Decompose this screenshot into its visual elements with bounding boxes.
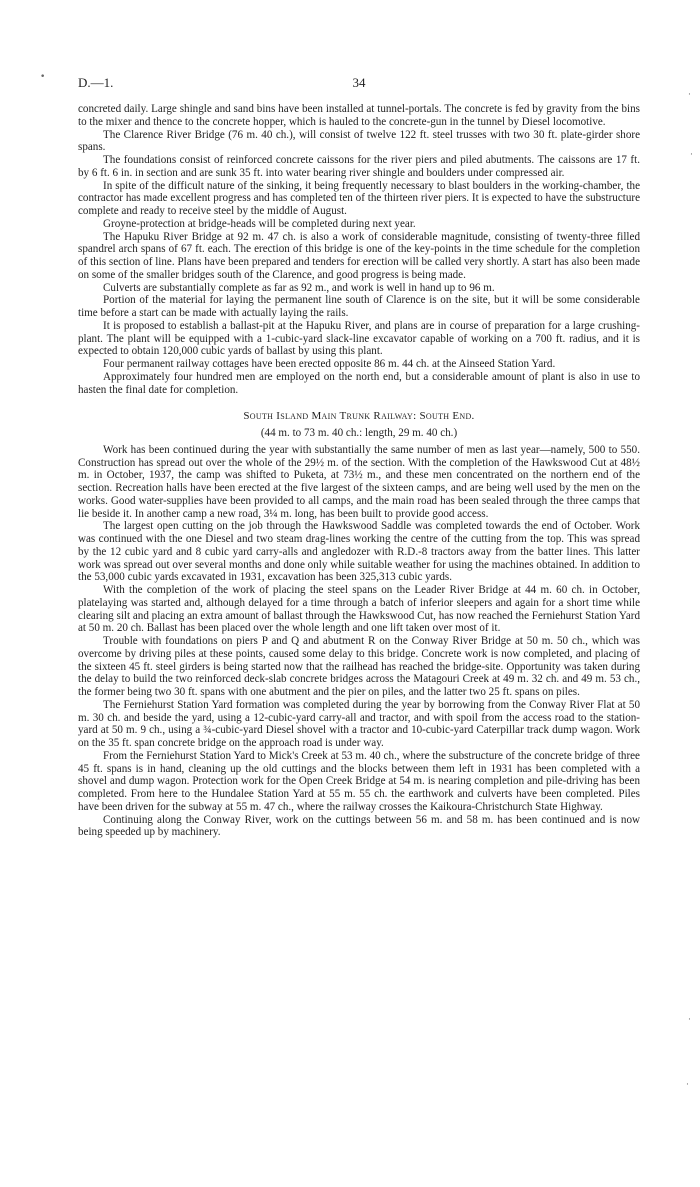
scan-speck: · <box>690 150 693 160</box>
paragraph: From the Ferniehurst Station Yard to Mick's Creek at 53 m. 40 ch., where the substructure of the concrete bridge of three 45 ft. spans is in hand, cleaning up the old cuttings and the blocks between them left in 1931 has been completed with a shovel and dump wagon. Protection work for the Open Creek Bridge at 54 m. is nearing completion and pile-driving has been completed. From here to the Hundalee Station Yard at 55 m. 55 ch. the earthwork and culverts have been completed. Piles have been driven for the subway at 55 m. 47 ch., where the railway crosses the Kaikoura-Christchurch State Highway. <box>78 749 640 813</box>
page-number: 34 <box>352 75 366 90</box>
scan-speck: · <box>688 90 691 100</box>
paragraph: It is proposed to establish a ballast-pit at the Hapuku River, and plans are in course of preparation for a large crushing-plant. The plant will be equipped with a 1-cubic-yard slack-line excavator capable of working on a 700 ft. radius, and it is expected to obtain 120,000 cubic yards of ballast by using this plant. <box>78 319 640 358</box>
page-header <box>78 75 640 97</box>
paragraph: The Hapuku River Bridge at 92 m. 47 ch. is also a work of considerable magnitude, consisting of twenty-three filled spandrel arch spans of 67 ft. each. The erection of this bridge is one of the key-points in the time schedule for the completion of this section of line. Plans have been prepared and tenders for erection will be called very shortly. A start has also been made on some of the smaller bridges south of the Clarence, and good progress is being made. <box>78 230 640 281</box>
paragraph: Groyne-protection at bridge-heads will be completed during next year. <box>103 217 416 230</box>
document-reference: D.—1. <box>78 75 114 90</box>
scan-speck: • <box>40 72 46 82</box>
paragraph: Culverts are substantially complete as far as 92 m., and work is well in hand up to 96 m. <box>103 281 495 294</box>
scan-speck: · <box>686 1080 689 1090</box>
section-heading: South Island Main Trunk Railway: South End. <box>243 410 475 423</box>
paragraph: Continuing along the Conway River, work on the cuttings between 56 m. and 58 m. has been continued and is now being speeded up by machinery. <box>78 813 640 839</box>
scan-speck: · <box>688 1015 691 1025</box>
section-subheading: (44 m. to 73 m. 40 ch.: length, 29 m. 40 ch.) <box>260 427 458 439</box>
paragraph: The foundations consist of reinforced concrete caissons for the river piers and piled abutments. The caissons are 17 ft. by 6 ft. 6 in. in section and are sunk 35 ft. into water bearing river shingle and boulders under compressed air. <box>78 154 640 179</box>
paragraph: With the completion of the work of placing the steel spans on the Leader River Bridge at 44 m. 60 ch. in October, platelaying was started and, although delayed for a time through a batch of inferior sleepers and again for a short time while clearing silt and placing an extra amount of ballast through the Hawkswood Cut, has now reached the Ferniehurst Station Yard at 50 m. 20 ch. Ballast has been placed over the whole length and one lift taken over most of it. <box>78 584 640 635</box>
paragraph: concreted daily. Large shingle and sand bins have been installed at tunnel-portals. The concrete is fed by gravity from the bins to the mixer and thence to the concrete hopper, which is hauled to the concrete-gun in the tunnel by Diesel locomotive. <box>78 103 640 128</box>
paragraph: In spite of the difficult nature of the sinking, it being frequently necessary to blast boulders in the working-chamber, the contractor has made excellent progress and has completed ten of the thirteen river piers. It is expected to have the substructure complete and ready to receive steel by the middle of August. <box>78 179 640 217</box>
paragraph: Trouble with foundations on piers P and Q and abutment R on the Conway River Bridge at 50 m. 50 ch., which was overcome by driving piles at these points, caused some delay to this bridge. Concrete work is now completed, and placing of the sixteen 45 ft. steel girders is being started now that the railhead has reached the bridge-site. Opportunity was taken during the delay to build the two reinforced deck-slab concrete bridges across the Matagouri Creek at 49 m. 32 ch. and 49 m. 53 ch., the former being two 30 ft. spans with one abutment and the pier on piles, and the latter two 25 ft. spans on piles. <box>78 635 640 698</box>
paragraph: Approximately four hundred men are employed on the north end, but a considerable amount of plant is also in use to hasten the final date for completion. <box>78 370 640 396</box>
paragraph: The Ferniehurst Station Yard formation was completed during the year by borrowing from the Conway River Flat at 50 m. 30 ch. and beside the yard, using a 12-cubic-yard carry-all and tractor, and with spoil from the access road to the station-yard at 50 m. 9 ch., using a ¾-cubic-yard Diesel shovel with a tractor and 10-cubic-yard Caterpillar track dump wagon. Work on the 35 ft. span concrete bridge on the approach road is under way. <box>78 698 640 749</box>
paragraph: Four permanent railway cottages have been erected opposite 86 m. 44 ch. at the Ainseed Station Yard. <box>103 358 556 370</box>
paragraph: Work has been continued during the year with substantially the same number of men as last year—namely, 500 to 550. Construction has spread out over the whole of the 29½ m. of the section. With the completion of the Hawkswood Cut at 48½ m. in October, 1937, the camp was shifted to Puketa, at 73½ m., and these men concentrated on the northern end of the section. Recreation halls have been erected at the five largest of the sixteen camps, and are being well used by the men on the works. Good water-supplies have been provided to all camps, and the main road has been sealed through the three camps that lie beside it. In another camp a new road, 3¼ m. long, has been built to provide good access. <box>78 443 640 520</box>
paragraph: The Clarence River Bridge (76 m. 40 ch.), will consist of twelve 122 ft. steel trusses with two 30 ft. plate-girder shore spans. <box>78 128 640 154</box>
paragraph: Portion of the material for laying the permanent line south of Clarence is on the site, but it will be some considerable time before a start can be made with actually laying the rails. <box>78 294 640 319</box>
body-text <box>78 103 640 839</box>
paragraph: The largest open cutting on the job through the Hawkswood Saddle was completed towards the end of October. Work was continued with the one Diesel and two steam drag-lines working the centre of the cutting from the top. This was spread by the 12 cubic yard and 8 cubic yard carry-alls and angledozer with R.D.-8 tractors away from the batter lines. This latter work was spread out over several months and done only while suitable weather for using the machines obtained. In addition to the 53,000 cubic yards excavated in 1931, excavation has been 325,313 cubic yards. <box>78 520 640 584</box>
